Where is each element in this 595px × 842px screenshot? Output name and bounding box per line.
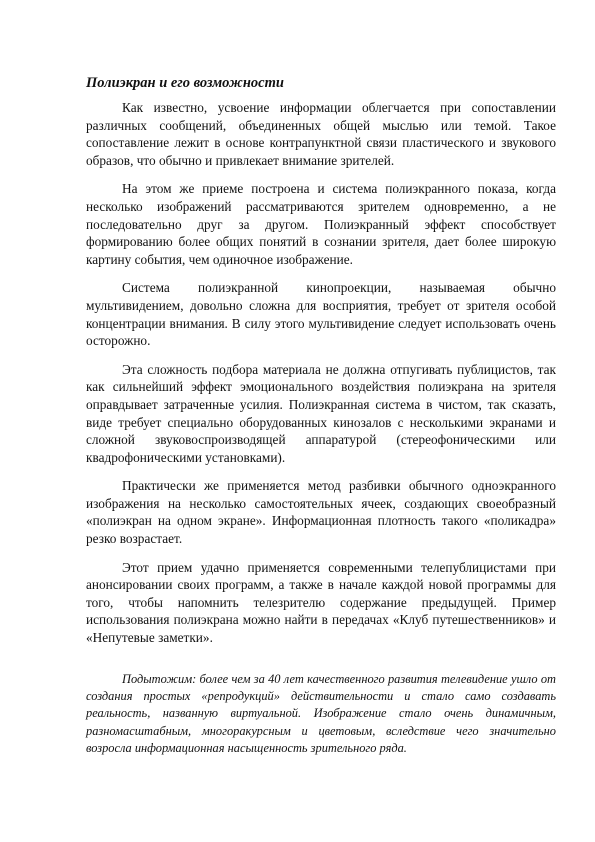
paragraph-1: Как известно, усвоение информации облегчается при сопоставлении различных сообщений, объединенных общей мыслью или темой. Такое сопоставление лежит в основе контрапунктной связи пластического и звукового образов, что обычно и привлекает внимание зрителей.: [86, 100, 556, 168]
paragraph-4: Эта сложность подбора материала не должна отпугивать публицистов, так как сильнейший эффект эмоционального воздействия полиэкрана на зрителя оправдывает затраченные усилия. Полиэкранная система в чистом, так сказать, виде требует специально оборудованных кинозалов с несколькими экранами и сложной звуковоспроизводящей аппаратурой (стереофоническими или квадрофоническими установками).: [86, 361, 556, 465]
paragraph-6: Этот прием удачно применяется современными телепублицистами при анонсировании своих программ, а также в начале каждой новой программы для того, чтобы напомнить телезрителю содержание предыдущей. Пример использования полиэкрана можно найти в передачах «Клуб путешественников» и «Непутевые заметки».: [86, 559, 556, 646]
document-page: [86, 73, 556, 758]
paragraph-2: На этом же приеме построена и система полиэкранного показа, когда несколько изображений рассматриваются зрителем одновременно, а не последовательно друг за другом. Полиэкранный эффект способствует формированию более общих понятий в сознании зрителя, дает более широкую картину события, чем одиночное изображение.: [86, 181, 556, 267]
section-heading: Полиэкран и его возможности: [86, 75, 284, 91]
summary-paragraph: Подытожим: более чем за 40 лет качественного развития телевидение ушло от создания простых «репродукций» действительности и стало само создавать реальность, названную виртуальной. Изображение стало очень динамичным, разномасштабным, многоракурсным и цветовым, вследствие чего значительно возросла информационная насыщенность зрительного ряда.: [86, 671, 556, 756]
paragraph-5: Практически же применяется метод разбивки обычного одноэкранного изображения на несколько самостоятельных ячеек, создающих своеобразный «полиэкран на одном экране». Информационная плотность такого «поликадра» резко возрастает.: [86, 478, 556, 547]
paragraph-3: Система полиэкранной кинопроекции, называемая обычно мультивидением, довольно сложна для восприятия, требует от зрителя особой концентрации внимания. В силу этого мультивидение следует использовать очень осторожно.: [86, 280, 556, 349]
